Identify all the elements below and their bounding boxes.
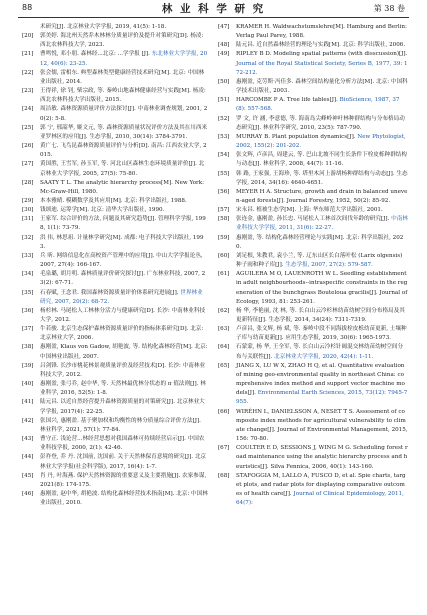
reference-number: [54]: [218, 152, 230, 159]
reference-text: 黄广七. 飞鸟昆森林资源质量评价与分析[D]. 南昌: 江西农业大学, 2015.: [40, 143, 207, 159]
journal-title: 林 业 科 学 研 究: [161, 3, 266, 15]
references-left-column: [22, 23, 208, 508]
header-rule: [18, 17, 409, 18]
reference-item: [218, 115, 408, 133]
reference-number: [28]: [22, 179, 34, 186]
reference-number: [58]: [218, 216, 230, 223]
reference-item: [22, 453, 208, 471]
reference-text: 杨杉林. 马尾松人工林林分活力与健康研究[D]. 长沙: 中南林业科技大学, 2012.: [40, 307, 206, 323]
reference-text: 洪 伟, 林思祖. 计量林学研究[M]. 成都: 电子科技大学出版社, 1993.: [40, 234, 204, 250]
reference-item: [218, 325, 408, 343]
reference-number: [38]: [22, 344, 34, 351]
reference-text: 卢彦昌, 张文辉, 杨 斌, 等. 秦岭中段不同海拔栓皮栎幼苗更新, 土壤种子库与幼苗更新[J]. 应用生态学报, 2019, 30(6): 1965-1973.: [236, 326, 407, 342]
volume-label: 第 38 卷: [373, 4, 405, 13]
reference-item: [218, 215, 408, 233]
reference-text: 张连金, 惠刚盈, 孙长忠. 马尾松人工林首次间伐年龄的研究[J].: [236, 216, 392, 223]
reference-text: 黄国胜, 王雪军, 孙玉军, 等. 河北山区森林生态环境质量评价[J]. 北京林业大学学报, 2005, 27(5): 75-80.: [40, 161, 205, 177]
reference-text: 曹鸣悦, 邓小朋. 森林经...北京: ...学学报 [J].: [40, 51, 152, 58]
reference-text: 陆元昌. 近自然森林经营的理论与实践[M]. 北京: 科学出版社, 2006.: [236, 42, 406, 49]
reference-text: 毛泉璐, 胡月明. 森林质量评价研究探讨[J]. 广东林业科技, 2007, 23(2): 67-71.: [40, 271, 206, 287]
reference-text: RIPLEY B D. Modeling spatial patterns (with disscussion)[J].: [236, 51, 408, 58]
reference-item: [22, 32, 208, 50]
reference-link[interactable]: Journal of the Royal Statistical Society, Series B, 1977, 39: 172-212.: [236, 60, 408, 76]
reference-text: 石春赋, 王念君. 我国森林资源质量评价体系研究进展[J].: [40, 289, 181, 296]
reference-item: [22, 206, 208, 215]
reference-item: [22, 197, 208, 206]
reference-number: [40]: [22, 381, 34, 388]
reference-item: [22, 490, 208, 508]
reference-number: [50]: [218, 78, 230, 85]
reference-item: [22, 307, 208, 325]
reference-text: 惠刚盈, Klaus von Gadow, 胡艳波, 等. 结构化森林经营[M]. 北京: 中国林业出版社, 2007.: [40, 344, 208, 360]
reference-text: 吕剑锋. 长沙市桃花林景观质量评价及经营技术[D]. 长沙: 中南林业科技大学, 2012.: [40, 362, 206, 378]
references-right-column: [218, 23, 408, 508]
reference-link[interactable]: 中南林业科技大学学报, 2011, 31(6): 22-27.: [236, 216, 408, 232]
reference-number: [67]: [218, 445, 230, 452]
reference-number: [43]: [22, 436, 34, 443]
reference-text: 宋永昌. 植被生态学[M]. 上海: 华东师范大学出版社, 2001.: [236, 207, 383, 214]
reference-item: [218, 133, 408, 151]
reference-text: 术研究[J]. 北京林业大学学报, 2019, 41(5): 1-18.: [40, 24, 167, 30]
reference-item: [22, 362, 208, 380]
reference-number: [41]: [22, 399, 34, 406]
reference-text: 王得祥, 徐 钊, 柴宗政, 等. 秦岭山地森林健康经营与实践[M]. 杨凌: 西北农林科技大学出版社, 2015.: [40, 88, 206, 104]
reference-text: 钱颂迪. 运筹学[M]. 北京: 清华大学出版社, 1990.: [40, 207, 165, 214]
reference-text: AGUILERA M O, LAUENROTH W L. Seedling establishment in adult neighbourhoods--intraspecific constraints in the regeneration of the bunchgrass Bouteloua gracilis[J]. Journal of Ecology, 1993, 81: 253-261.: [236, 271, 408, 305]
reference-number: [34]: [22, 271, 34, 278]
reference-text: 本本雅晴. 模糊数学及其应用[M]. 北京: 科学出版社, 1988.: [40, 197, 187, 204]
reference-item: [218, 408, 408, 445]
reference-item: [22, 215, 208, 233]
reference-item: [218, 23, 408, 41]
reference-number: [30]: [22, 207, 34, 214]
reference-link[interactable]: 世界林业研究, 2007, 20(2): 68-72.: [40, 289, 203, 305]
reference-number: [31]: [22, 216, 34, 223]
reference-number: [61]: [218, 271, 230, 278]
reference-text: 罗 文, 许 涵, 李意德, 等. 海南岛尖峰岭神叶林种群结构与分布格局动态研究[J]. 林业科学研究, 2010, 23(5): 787-790.: [236, 115, 405, 131]
reference-item: [218, 270, 408, 307]
reference-text: 曹守正. 浅论营...林经营思想对我国森林可持续经营启示[J]. 中国农业科技学报, 2000, 2(1): 42-46.: [40, 436, 205, 452]
reference-number: [64]: [218, 344, 230, 351]
reference-item: [22, 435, 208, 453]
reference-text: COULTER E D, SESSIONS J, WING M G. Scheduling forest road maintenance using the analytic hierarchy process and heuristics[J]. Silva Fennica, 2006, 40(1): 143-160.: [236, 445, 408, 470]
reference-link[interactable]: 生态学报, 2007, 27(2): 579-587.: [285, 262, 373, 269]
reference-item: [218, 234, 408, 252]
reference-number: [51]: [218, 97, 230, 104]
reference-number: [33]: [22, 252, 34, 259]
reference-link[interactable]: 东北林业大学学报, 2012, 40(6): 23-25.: [40, 51, 208, 67]
reference-number: [52]: [218, 115, 230, 122]
reference-number: [44]: [22, 454, 34, 461]
page-number: 88: [22, 3, 33, 12]
reference-item: [218, 307, 408, 325]
reference-text: 石蒙蒙, 杨 华, 王全军, 等. 长白山云冷杉针阔混交林幼苗幼树空间分布与关联性[J].: [236, 344, 404, 360]
reference-number: [65]: [218, 362, 230, 369]
reference-text: 周洁敏. 森林资源质量评价方法探讨[J]. 中南林业调查规划, 2001, 20(2): 5-8.: [40, 106, 208, 122]
reference-text: 刘足根, 朱教君, 袁小兰, 等. 辽东山区长白落叶松 (Larix olgensis) 种子雨和种子库[J].: [236, 252, 403, 269]
reference-item: [22, 50, 208, 68]
reference-item: [22, 69, 208, 87]
reference-text: WIRÉHN L, DANIELSSON A, NESET T S. Assessment of composite index methods for agricultural vulnerability to climate change[J]. Journal of Environmental Management, 2015, 156: 70-80.: [236, 408, 408, 443]
reference-item: [218, 78, 408, 96]
reference-text: 张国兴, 惠刚盈. 基于聚加权和均衡性的林分质量综合评价方法[J]. 林业科学, 2021, 57(1): 77-84.: [40, 417, 201, 433]
reference-number: [22]: [22, 69, 34, 76]
reference-number: [24]: [22, 106, 34, 113]
reference-item: [218, 96, 408, 114]
reference-item: [218, 343, 408, 361]
reference-item: [22, 472, 208, 490]
reference-item: [22, 87, 208, 105]
reference-text: KRAMER H. Waldwachstumslehre[M]. Hamburg and Berlin: Verlag Paul Parey, 1988.: [236, 24, 407, 40]
reference-number: [63]: [218, 326, 230, 333]
reference-number: [39]: [22, 362, 34, 369]
reference-number: [45]: [22, 472, 34, 479]
reference-text: 张会儒, 雷相东. 典型森林类型健康经营技术研究[M]. 北京: 中国林业出版社, 2014.: [40, 69, 205, 85]
running-header: [0, 0, 427, 17]
reference-link[interactable]: Journal of Clinical Epidemiology, 2011, 64(7):: [236, 490, 404, 507]
reference-text: MURRAY B. Plant population dynamics[J].: [236, 133, 358, 140]
reference-text: 杨 华, 李艳丽, 沈 林, 等. 长白山云冷杉林幼苗幼树空间分布格局及其更新特征[J]. 生态学报, 2014, 34(24): 7311-7319.: [236, 307, 405, 323]
reference-item: [218, 188, 408, 206]
reference-number: [26]: [22, 143, 34, 150]
reference-item: [22, 23, 208, 32]
reference-number: [35]: [22, 289, 34, 296]
reference-link[interactable]: BioScience, 1987, 37(8): 557-568.: [236, 97, 400, 113]
reference-number: [36]: [22, 307, 34, 314]
reference-number: [55]: [218, 170, 230, 177]
reference-item: [218, 151, 408, 169]
reference-text: 陆元昌. 以近自然经营提升森林资源质量的对策研究[J]. 北京林业大学学报, 2017(4): 22-25.: [40, 399, 205, 415]
reference-number: [68]: [218, 472, 230, 479]
reference-number: [29]: [22, 197, 34, 204]
reference-text: JIANG X, LU W X, ZHAO H Q, et al. Quantitative evaluation of mining geo-environmental quality in northeast China: comprehensive index method and support vector machine models[J].: [236, 362, 405, 397]
reference-text: 牛若骏. 北京生态保护森林资源质量评价的指标体系研究[D]. 北京: 北京林业大学, 2006.: [40, 326, 204, 342]
reference-item: [22, 417, 208, 435]
reference-item: [218, 252, 408, 270]
reference-link[interactable]: 北京林业大学学报, 2020, 42(4): 1-11.: [274, 353, 374, 360]
reference-text: 兵 昕. 网络信息化在高校资产管理中的应用[J]. 中山大学学报论丛, 2007, 27(4): 166-167.: [40, 252, 203, 269]
reference-item: [22, 398, 208, 416]
reference-item: [218, 41, 408, 50]
reference-item: [218, 170, 408, 188]
reference-text: 惠刚盈, 张弓乔, 赵中华, 等. 天然林最优林分状态的 π 值法则[J]. 林业科学, 2016, 52(5): 1-8.: [40, 381, 206, 397]
reference-number: [23]: [22, 88, 34, 95]
reference-item: [218, 444, 408, 471]
reference-number: [59]: [218, 234, 230, 241]
reference-item: [22, 179, 208, 197]
reference-item: [22, 142, 208, 160]
reference-text: MEYER H A. Structure, growth and drain in balanced uneven-aged forests[J]. Journal Forestry, 1952, 50(2): 85-92.: [236, 188, 408, 204]
reference-number: [37]: [22, 326, 34, 333]
reference-item: [22, 343, 208, 361]
reference-number: [25]: [22, 124, 34, 131]
reference-text: 惠刚盈, 等. 结构化森林经营理论与实践[M]. 北京: 科学出版社, 2020.: [236, 234, 404, 250]
reference-number: [60]: [218, 252, 230, 259]
reference-text: 肖 丹, 叶海燕. 保护天然林资源的重要意义及主要措施[J]. 农家参谋, 2021(8): 174-175.: [40, 472, 207, 488]
reference-text: 张文辉, 卢彦昌, 周建云, 等. 巴山北坡不同生长条件下栓皮栎种群结构与动态[J]. 林业科学, 2008, 44(7): 11-16.: [236, 152, 407, 168]
reference-text: 韩 路, 王家强, 王海珍, 等. 塔里木河上游胡杨种群结构与动态[J]. 生态学报, 2014, 34(16): 4640-4651.: [236, 170, 408, 186]
reference-text: SAATY T L. The analytic hierarchy process[M]. New York: Mc-Graw-Hill, 1980.: [40, 179, 204, 195]
reference-number: [49]: [218, 51, 230, 58]
reference-item: [22, 325, 208, 343]
reference-number: [57]: [218, 207, 230, 214]
reference-item: [218, 50, 408, 77]
reference-item: [22, 270, 208, 288]
reference-number: [62]: [218, 307, 230, 314]
reference-number: [27]: [22, 161, 34, 168]
reference-number: [20]: [22, 33, 34, 40]
reference-number: [21]: [22, 51, 34, 58]
reference-text: 郭 宁, 邢韶华, 姬文元, 等. 森林资源质量状况评价方法及其在川西米亚罗林区的应用[J]. 生态学报, 2010, 30(14): 3784-3791.: [40, 124, 208, 140]
reference-item: [22, 160, 208, 178]
reference-number: [56]: [218, 188, 230, 195]
reference-item: [218, 472, 408, 509]
reference-number: [48]: [218, 42, 230, 49]
reference-link[interactable]: New Phytologist, 2002, 155(2): 201-202.: [236, 133, 406, 150]
reference-item: [22, 289, 208, 307]
reference-text: 惠刚盈, 赵中华, 胡艳波. 结构化森林经营技术指南[M]. 北京: 中国林业出版社, 2010.: [40, 490, 208, 507]
reference-item: [218, 206, 408, 215]
reference-number: [42]: [22, 417, 34, 424]
reference-item: [22, 124, 208, 142]
reference-text: HARCOMBE P A. Tree life tables[J].: [236, 97, 340, 104]
reference-item: [22, 380, 208, 398]
reference-number: [32]: [22, 234, 34, 241]
reference-item: [218, 362, 408, 408]
reference-text: 王家军. 综合评价的方法, 问题及其研究趋势[J]. 管理科学学报, 1998, 1(1): 73-79.: [40, 216, 206, 232]
reference-text: 彭祚登, 乔 丹. 沈国前, 沈国前. 关于天然林保育意境的研究[J]. 北京林业大学学报(社会科学版), 2017, 16(4): 1-7.: [40, 454, 207, 470]
reference-item: [22, 252, 208, 270]
reference-text: 郭美婷. 海北州天然乔木林林分质量评价及提升对策研究[D]. 杨凌: 西北农林科技大学, 2023.: [40, 33, 204, 49]
reference-text: 惠刚盈, 克劳斯·冯佳多. 森林空间结构量化分析方法[M]. 北京: 中国科学技术出版社, 2003.: [236, 78, 408, 95]
reference-item: [22, 105, 208, 123]
reference-link[interactable]: Environmental Earth Sciences, 2015, 73(12): 7945-7955.: [236, 390, 408, 406]
reference-number: [53]: [218, 133, 230, 140]
reference-item: [22, 234, 208, 252]
reference-number: [66]: [218, 408, 230, 415]
reference-number: [47]: [218, 24, 230, 30]
reference-text: STAFOGGIA M, LALLO A, FUSCO D, et al. Spie charts, target plots, and radar plots for displaying comparative outcomes of health care[J].: [236, 472, 406, 497]
reference-number: [46]: [22, 490, 34, 497]
